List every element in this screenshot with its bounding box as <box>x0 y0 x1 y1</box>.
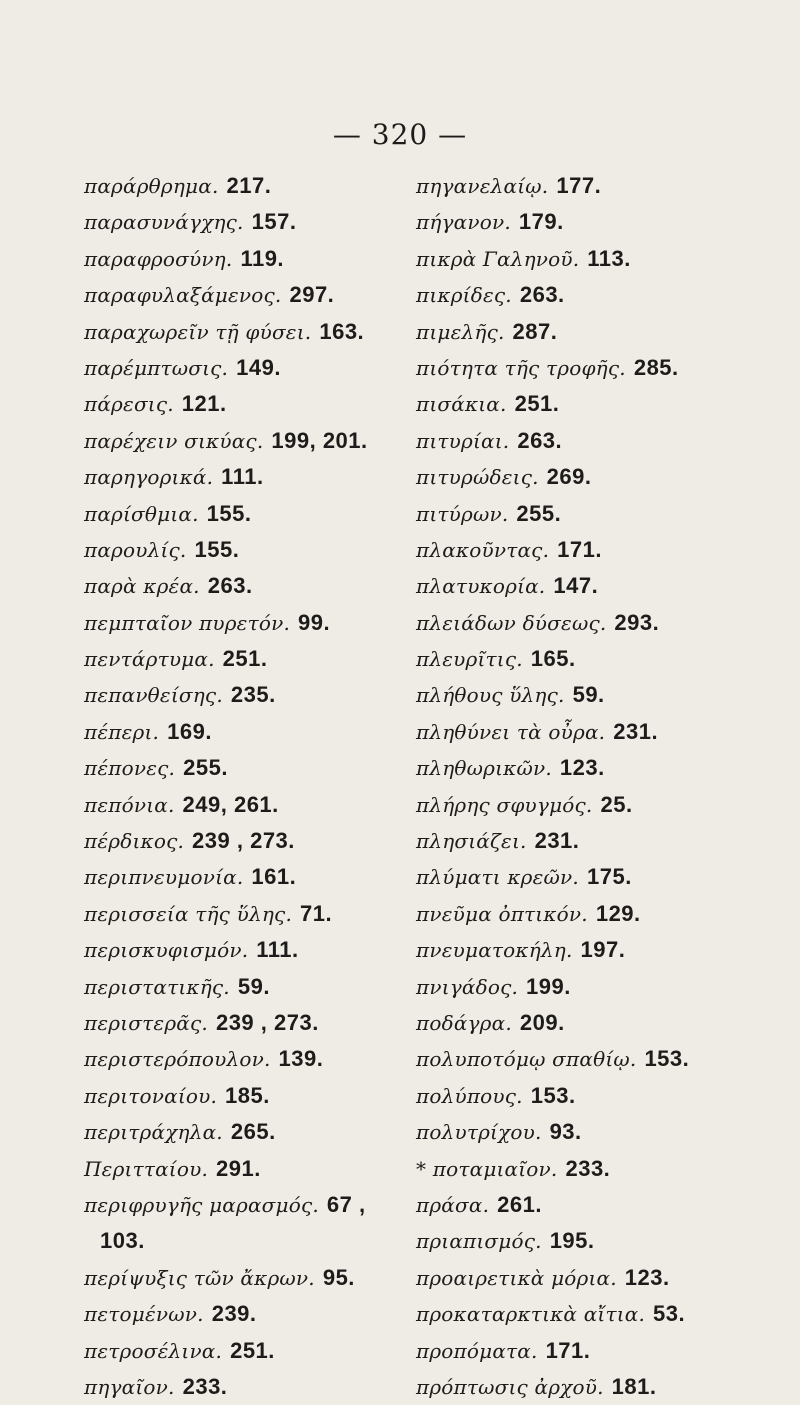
page-reference: 179. <box>518 209 564 235</box>
index-entry <box>416 314 786 350</box>
page-reference: 155. <box>194 536 240 562</box>
index-term: πιτυρώδεις. <box>416 465 539 490</box>
index-entry <box>84 204 454 240</box>
index-term: παρὰ κρέα. <box>84 574 200 599</box>
index-entry <box>416 532 786 568</box>
index-entry <box>416 1223 786 1259</box>
index-entry <box>84 496 454 532</box>
page-reference: 287. <box>512 318 558 344</box>
page-reference: 93. <box>549 1119 582 1145</box>
index-term: πλατυκορία. <box>416 574 546 599</box>
index-entry <box>84 1078 454 1114</box>
index-term: πολυτρίχου. <box>416 1120 542 1145</box>
page-reference: 169. <box>167 718 212 744</box>
page-reference: 103. <box>100 1228 145 1254</box>
page-reference: 147. <box>553 573 599 599</box>
page-reference: 163. <box>319 318 365 344</box>
index-term: πρόπτωσις ἀρχοῦ. <box>416 1374 604 1399</box>
page-reference: 53. <box>653 1301 686 1327</box>
index-entry <box>416 1369 786 1405</box>
index-entry <box>416 459 786 495</box>
index-term: περιστερόπουλον. <box>84 1047 271 1072</box>
index-entry <box>84 459 454 495</box>
page-reference: 231. <box>613 718 659 744</box>
index-term: πλήθους ὕλης. <box>416 683 565 708</box>
page-reference: 199. <box>526 973 571 999</box>
page-reference: 251. <box>222 646 268 672</box>
page-reference: 153. <box>530 1082 576 1108</box>
page-reference: 95. <box>322 1264 355 1290</box>
index-term: πεντάρτυμα. <box>84 647 215 672</box>
index-term: παράρθρημα. <box>84 174 219 198</box>
page-reference: 113. <box>587 245 631 271</box>
page-reference: 175. <box>586 864 632 890</box>
index-term: προκαταρκτικὰ αἴτια. <box>416 1302 646 1327</box>
index-term: πέπονες. <box>84 756 176 781</box>
index-entry <box>416 1114 786 1150</box>
index-entry <box>416 350 786 386</box>
index-entry <box>84 1187 454 1223</box>
index-entry <box>84 1333 454 1369</box>
page-reference: 129. <box>595 900 641 926</box>
index-term: πολύπους. <box>416 1083 523 1108</box>
page-reference: 67 , <box>326 1191 366 1217</box>
index-entry <box>84 350 454 386</box>
index-column-left <box>84 168 454 1405</box>
index-term: πληθύνει τὰ οὖρα. <box>416 719 606 744</box>
index-entry <box>84 750 454 786</box>
index-entry <box>416 568 786 604</box>
page-reference: 123. <box>624 1264 670 1290</box>
page-reference: 209. <box>519 1009 565 1035</box>
index-term: πλήρης σφυγμός. <box>416 792 593 817</box>
index-entry <box>84 277 454 313</box>
index-entry <box>416 714 786 750</box>
index-term: πιτυρίαι. <box>416 428 510 453</box>
page-reference: 251. <box>230 1337 275 1363</box>
page-reference: 251. <box>514 391 560 417</box>
index-entry <box>84 1041 454 1077</box>
page-reference: 171. <box>557 536 602 562</box>
index-entry <box>416 859 786 895</box>
index-entry <box>84 568 454 604</box>
page-reference: 111. <box>221 464 264 490</box>
index-term: περισκυφισμόν. <box>84 938 249 963</box>
page-reference: 121. <box>181 391 227 417</box>
index-column-right <box>416 168 786 1405</box>
index-entry <box>416 1296 786 1332</box>
index-entry <box>416 896 786 932</box>
page-reference: 263. <box>207 573 253 599</box>
index-entry <box>416 277 786 313</box>
index-term: πετροσέλινα. <box>84 1338 223 1363</box>
page-reference: 239. <box>211 1301 257 1327</box>
page-reference: 157. <box>251 209 297 235</box>
index-entry <box>84 1223 454 1259</box>
index-term: * ποταμιαῖον. <box>416 1156 558 1181</box>
index-term: παρασυνάγχης. <box>84 210 244 235</box>
index-term: πισάκια. <box>416 392 507 417</box>
index-term: παραφυλαξάμενος. <box>84 283 282 308</box>
page-reference: 59. <box>572 682 605 708</box>
index-entry <box>84 1005 454 1041</box>
index-entry <box>416 1005 786 1041</box>
index-entry <box>416 423 786 459</box>
index-entry <box>416 641 786 677</box>
page-reference: 165. <box>530 646 576 672</box>
index-term: παραφροσύνη. <box>84 246 233 271</box>
page-reference: 155. <box>206 500 252 526</box>
index-entry <box>416 1151 786 1187</box>
page-reference: 59. <box>237 973 270 999</box>
index-term: περιτράχηλα. <box>84 1120 223 1145</box>
page-number: — 320 — <box>332 118 468 151</box>
index-entry <box>84 241 454 277</box>
index-term: πιότητα τῆς τροφῆς. <box>416 355 626 380</box>
index-entry <box>416 168 786 204</box>
index-term: πνιγάδος. <box>416 974 519 999</box>
index-entry <box>84 314 454 350</box>
page-reference: 161. <box>251 864 297 890</box>
index-entry <box>416 1078 786 1114</box>
page-reference: 195. <box>549 1228 595 1254</box>
page-reference: 197. <box>580 937 626 963</box>
index-entry <box>84 714 454 750</box>
index-term: περιπνευμονία. <box>84 865 244 890</box>
page-reference: 177. <box>556 173 602 198</box>
page-reference: 185. <box>225 1082 270 1108</box>
page-reference: 255. <box>516 500 562 526</box>
index-term: παρέμπτωσις. <box>84 355 229 380</box>
index-entry <box>416 1260 786 1296</box>
index-entry <box>84 423 454 459</box>
page-reference: 123. <box>559 755 605 781</box>
page-reference: 231. <box>534 828 580 854</box>
index-term: περίψυξις τῶν ἄκρων. <box>84 1265 315 1290</box>
index-term: περιτοναίου. <box>84 1083 218 1108</box>
page-reference: 233. <box>182 1373 228 1399</box>
index-term: πεπανθείσης. <box>84 683 223 708</box>
index-entry <box>416 677 786 713</box>
index-term: περιστατικῆς. <box>84 974 230 999</box>
index-entry <box>84 1260 454 1296</box>
index-entry <box>84 1151 454 1187</box>
index-entry <box>416 1333 786 1369</box>
index-entry <box>416 1041 786 1077</box>
page-reference: 239 , 273. <box>215 1009 319 1035</box>
index-term: προαιρετικὰ μόρια. <box>416 1265 617 1290</box>
page-reference: 149. <box>236 354 281 380</box>
index-term: πλακοῦντας. <box>416 537 550 562</box>
page-reference: 235. <box>230 682 276 708</box>
index-entry <box>416 1187 786 1223</box>
index-term: Περιτταίου. <box>84 1156 209 1181</box>
page-reference: 153. <box>644 1046 690 1072</box>
index-term: πεμπταῖον πυρετόν. <box>84 610 291 635</box>
index-term: πλειάδων δύσεως. <box>416 610 607 635</box>
page-reference: 297. <box>289 282 335 308</box>
index-term: πνεῦμα ὀπτικόν. <box>416 901 588 926</box>
index-term: περιφρυγῆς μαρασμός. <box>84 1192 319 1217</box>
index-entry <box>84 823 454 859</box>
page-reference: 111. <box>256 937 299 963</box>
page-reference: 261. <box>497 1191 542 1217</box>
index-term: πιτύρων. <box>416 501 509 526</box>
index-term: πεπόνια. <box>84 792 175 817</box>
index-term: πήγανον. <box>416 210 511 235</box>
page-reference: 291. <box>216 1155 261 1181</box>
index-term: παρηγορικά. <box>84 465 214 490</box>
index-entry <box>84 605 454 641</box>
index-term: ποδάγρα. <box>416 1010 512 1035</box>
index-term: πετομένων. <box>84 1302 204 1327</box>
index-term: παραχωρεῖν τῇ φύσει. <box>84 319 312 344</box>
index-term: πηγανελαίῳ. <box>416 174 549 198</box>
index-entry <box>84 1114 454 1150</box>
index-entry <box>84 386 454 422</box>
index-entry <box>84 969 454 1005</box>
index-term: περιστερᾶς. <box>84 1010 208 1035</box>
index-term: περισσεία τῆς ὕλης. <box>84 901 292 926</box>
page-reference: 269. <box>546 464 592 490</box>
index-entry <box>416 969 786 1005</box>
index-term: πριαπισμός. <box>416 1229 542 1254</box>
index-entry <box>416 932 786 968</box>
index-entry <box>84 677 454 713</box>
page-reference: 119. <box>240 245 285 271</box>
index-term: πλευρῖτις. <box>416 647 523 672</box>
index-term: πλύματι κρεῶν. <box>416 865 579 890</box>
index-term: πικρὰ Γαληνοῦ. <box>416 246 580 271</box>
page-reference: 71. <box>300 900 333 926</box>
page-reference: 171. <box>545 1337 591 1363</box>
index-term: πληθωρικῶν. <box>416 756 552 781</box>
index-entry <box>416 605 786 641</box>
page-reference: 263. <box>517 427 563 453</box>
index-entry <box>416 496 786 532</box>
index-term: πράσα. <box>416 1192 490 1217</box>
index-entry <box>84 1369 454 1405</box>
index-entry <box>84 787 454 823</box>
page-reference: 25. <box>600 791 633 817</box>
page-reference: 285. <box>633 354 679 380</box>
index-entry <box>84 532 454 568</box>
page-reference: 255. <box>183 755 228 781</box>
index-term: παρίσθμια. <box>84 501 199 526</box>
page-reference: 199, 201. <box>271 427 368 453</box>
index-term: παρέχειν σικύας. <box>84 428 264 453</box>
page-reference: 181. <box>611 1373 657 1399</box>
index-entry <box>84 932 454 968</box>
page-reference: 217. <box>226 173 272 198</box>
page-reference: 239 , 273. <box>192 828 295 854</box>
index-entry <box>84 859 454 895</box>
page-reference: 233. <box>565 1155 611 1181</box>
index-entry <box>416 823 786 859</box>
index-entry <box>416 787 786 823</box>
index-entry <box>416 241 786 277</box>
index-term: πλησιάζει. <box>416 829 527 854</box>
index-term: πιμελῆς. <box>416 319 505 344</box>
index-entry <box>416 750 786 786</box>
index-term: πηγαῖον. <box>84 1374 175 1399</box>
index-entry <box>416 204 786 240</box>
index-term: πολυποτόμῳ σπαθίῳ. <box>416 1047 637 1072</box>
index-term: πέπερι. <box>84 719 160 744</box>
page-reference: 99. <box>298 609 331 635</box>
index-term: παρουλίς. <box>84 537 187 562</box>
index-entry <box>416 386 786 422</box>
index-entry <box>84 168 454 204</box>
index-entry <box>84 896 454 932</box>
index-entry <box>84 1296 454 1332</box>
page-reference: 265. <box>230 1119 276 1145</box>
index-term: πάρεσις. <box>84 392 174 417</box>
index-term: πέρδικος. <box>84 829 185 854</box>
page-reference: 263. <box>519 282 565 308</box>
page-reference: 249, 261. <box>182 791 279 817</box>
index-term: πνευματοκήλη. <box>416 938 573 963</box>
index-term: προπόματα. <box>416 1338 538 1363</box>
page-reference: 293. <box>614 609 660 635</box>
page-reference: 139. <box>278 1046 324 1072</box>
index-entry <box>84 641 454 677</box>
index-term: πικρίδες. <box>416 283 512 308</box>
